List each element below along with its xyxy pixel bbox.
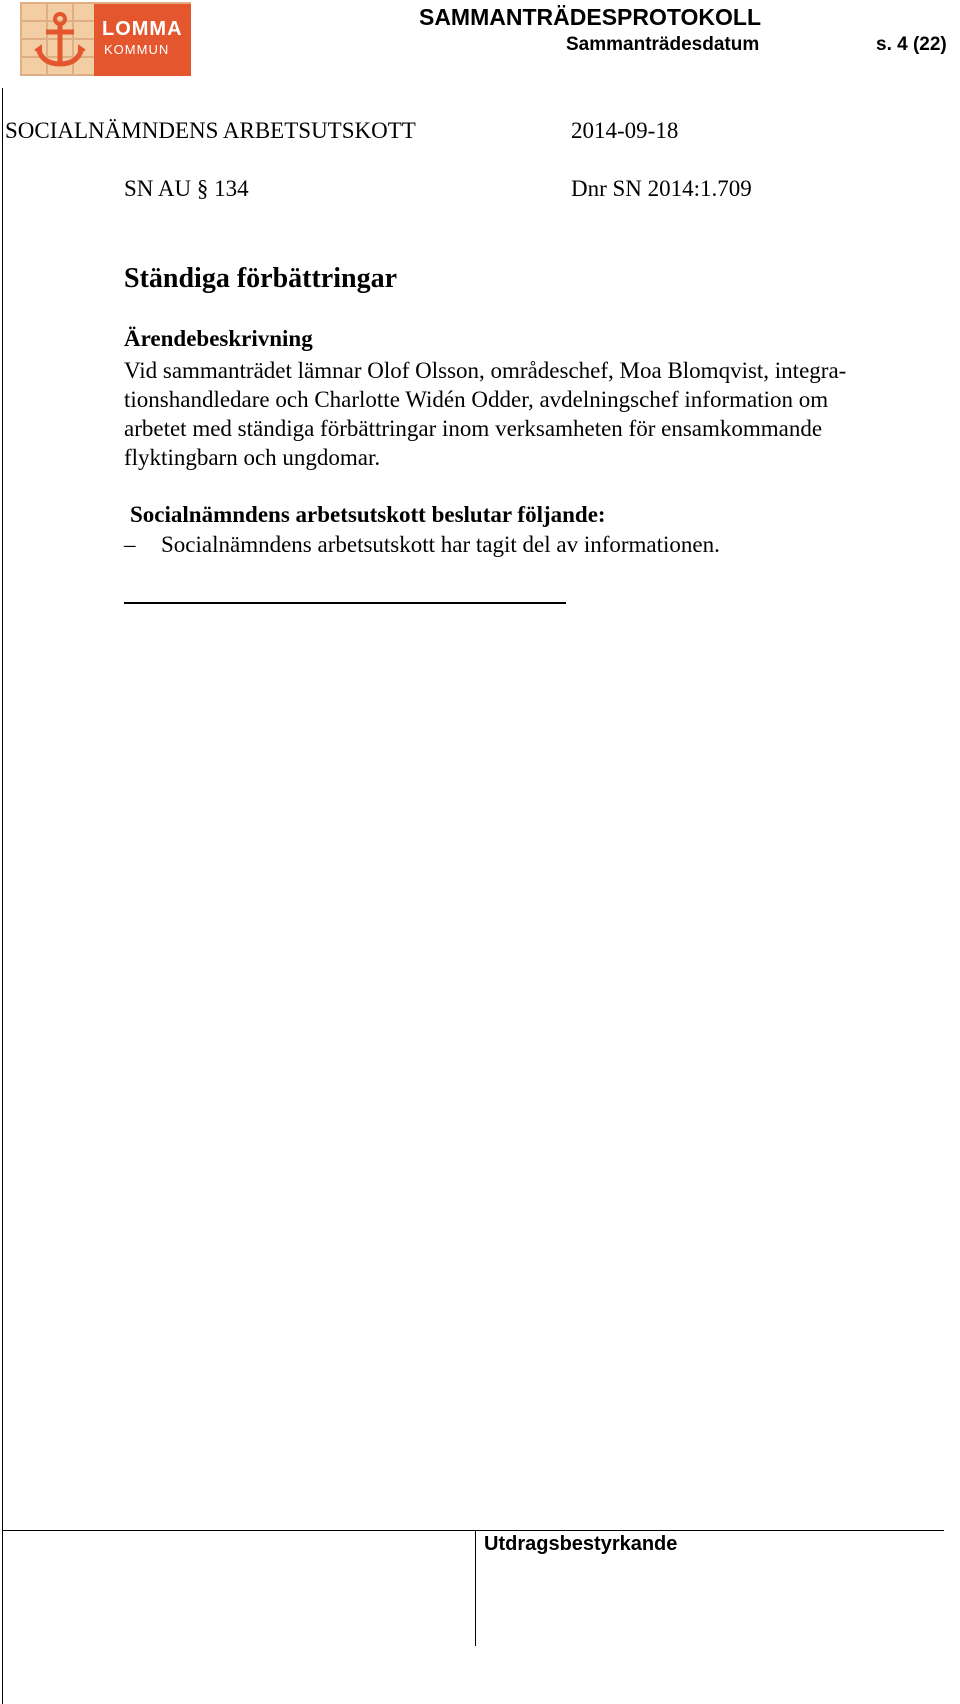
- decision-item: Socialnämndens arbetsutskott har tagit del av informationen.: [161, 532, 720, 557]
- municipality-logo: [20, 2, 191, 76]
- footer-certification-label: Utdragsbestyrkande: [484, 1533, 678, 1555]
- item-heading: Ständiga förbättringar: [124, 263, 397, 294]
- description-line: Vid sammanträdet lämnar Olof Olsson, områdeschef, Moa Blomqvist, integra-: [124, 358, 847, 383]
- description-text: [124, 356, 934, 472]
- footer-divider: [2, 1530, 944, 1531]
- description-line: tionshandledare och Charlotte Widén Odder, avdelningschef information om: [124, 387, 829, 412]
- description-heading: Ärendebeskrivning: [124, 326, 313, 351]
- logo-subname: KOMMUN: [104, 42, 170, 57]
- committee-name: SOCIALNÄMNDENS ARBETSUTSKOTT: [5, 118, 416, 143]
- description-line: flyktingbarn och ungdomar.: [124, 445, 381, 470]
- document-title: SAMMANTRÄDESPROTOKOLL: [418, 4, 761, 30]
- paragraph-reference: SN AU § 134: [124, 176, 249, 201]
- decision-bullet: –: [124, 532, 136, 557]
- left-margin-line: [2, 88, 3, 1704]
- meeting-date-label: Sammanträdesdatum: [566, 34, 760, 55]
- anchor-icon: [28, 8, 92, 72]
- description-line: arbetet med ständiga förbättringar inom verksamheten för ensamkommande: [124, 416, 823, 441]
- footer-column-divider: [475, 1530, 476, 1646]
- page-number: s. 4 (22): [876, 34, 947, 55]
- meeting-date: 2014-09-18: [571, 118, 679, 143]
- logo-name: LOMMA: [102, 18, 183, 40]
- case-number: Dnr SN 2014:1.709: [571, 176, 752, 201]
- decision-heading: Socialnämndens arbetsutskott beslutar följande:: [130, 502, 606, 527]
- end-rule: [124, 602, 566, 604]
